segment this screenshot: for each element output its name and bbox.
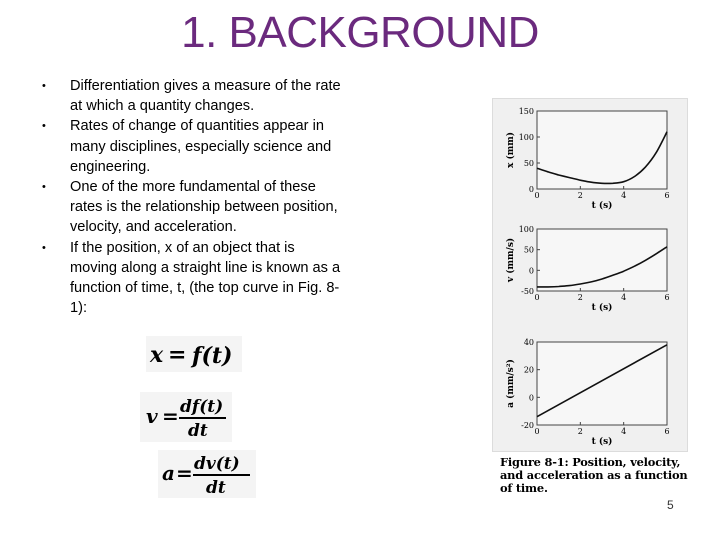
x-tick-label: 0 xyxy=(534,293,540,302)
bullet-dot-icon: • xyxy=(42,120,46,133)
y-tick-label: 40 xyxy=(523,338,534,347)
x-tick-label: 4 xyxy=(621,293,627,302)
y-tick-label: 0 xyxy=(528,266,534,276)
x-tick-label: 4 xyxy=(621,427,627,436)
y-tick-label: 20 xyxy=(523,365,534,375)
eq-numerator: df(t) xyxy=(180,397,224,417)
bullet-dot-icon: • xyxy=(42,181,46,194)
x-tick-label: 6 xyxy=(664,427,670,436)
x-axis-title: t (s) xyxy=(591,303,613,313)
y-axis-title: a (mm/s²) xyxy=(506,359,516,408)
eq-denominator: dt xyxy=(206,478,226,498)
x-tick-label: 0 xyxy=(534,427,540,436)
bullet-list xyxy=(40,76,345,318)
bullet-text: Rates of change of quantities appear in many disciplines, especially science and engineering. xyxy=(70,118,332,175)
y-tick-label: 0 xyxy=(528,185,534,194)
acceleration-equation xyxy=(158,450,256,498)
eq-denominator: dt xyxy=(188,421,208,441)
x-tick-label: 0 xyxy=(534,191,540,200)
figure-panel xyxy=(492,98,688,452)
x-tick-label: 2 xyxy=(577,191,583,200)
y-tick-label: 100 xyxy=(518,225,534,234)
x-axis-title: t (s) xyxy=(591,437,613,447)
slide-title: 1. BACKGROUND xyxy=(181,8,539,57)
bullet-text: If the position, x of an object that is moving along a straight line is known as a function of time, t, (the top curve in Fig. 8-1): xyxy=(70,239,341,317)
figure-charts xyxy=(493,99,687,451)
y-tick-label: 50 xyxy=(523,159,534,168)
page-number: 5 xyxy=(667,498,674,512)
eq-rhs: f(t) xyxy=(192,343,233,369)
x-tick-label: 2 xyxy=(577,293,583,302)
y-axis-title: x (mm) xyxy=(506,131,516,169)
y-tick-label: 150 xyxy=(518,107,534,116)
position-equation xyxy=(146,336,242,372)
x-tick-label: 2 xyxy=(577,427,583,436)
bullet-item xyxy=(40,76,345,116)
y-tick-label: -20 xyxy=(521,421,534,430)
plot-frame xyxy=(537,342,667,425)
bullet-item xyxy=(40,177,345,238)
eq-lhs: x xyxy=(150,342,164,368)
y-tick-label: 100 xyxy=(518,133,534,142)
eq-equals: = xyxy=(168,342,187,368)
bullet-text: One of the more fundamental of these rates is the relationship between position, velocity, and acceleration. xyxy=(70,179,338,236)
eq-lhs: a xyxy=(162,461,175,485)
x-tick-label: 4 xyxy=(621,191,627,200)
y-tick-label: 50 xyxy=(523,245,534,255)
eq-lhs: v xyxy=(146,404,158,428)
bullet-dot-icon: • xyxy=(42,241,46,254)
plot-frame xyxy=(537,111,667,189)
eq-equals: = xyxy=(176,461,193,485)
bullet-item xyxy=(40,238,345,319)
x-tick-label: 6 xyxy=(664,293,670,302)
y-tick-label: -50 xyxy=(521,287,534,296)
x-axis-title: t (s) xyxy=(591,201,613,211)
eq-numerator: dv(t) xyxy=(194,454,240,474)
y-axis-title: v (mm/s) xyxy=(506,237,516,283)
x-tick-label: 6 xyxy=(664,191,670,200)
velocity-equation xyxy=(140,392,232,442)
eq-equals: = xyxy=(162,404,179,428)
bullet-item xyxy=(40,116,345,177)
y-tick-label: 0 xyxy=(528,393,534,403)
bullet-dot-icon: • xyxy=(42,80,46,92)
bullet-text: Differentiation gives a measure of the rate at which a quantity changes. xyxy=(70,78,341,115)
figure-caption: Figure 8-1: Position, velocity, and acceleration as a function of time. xyxy=(500,455,688,496)
